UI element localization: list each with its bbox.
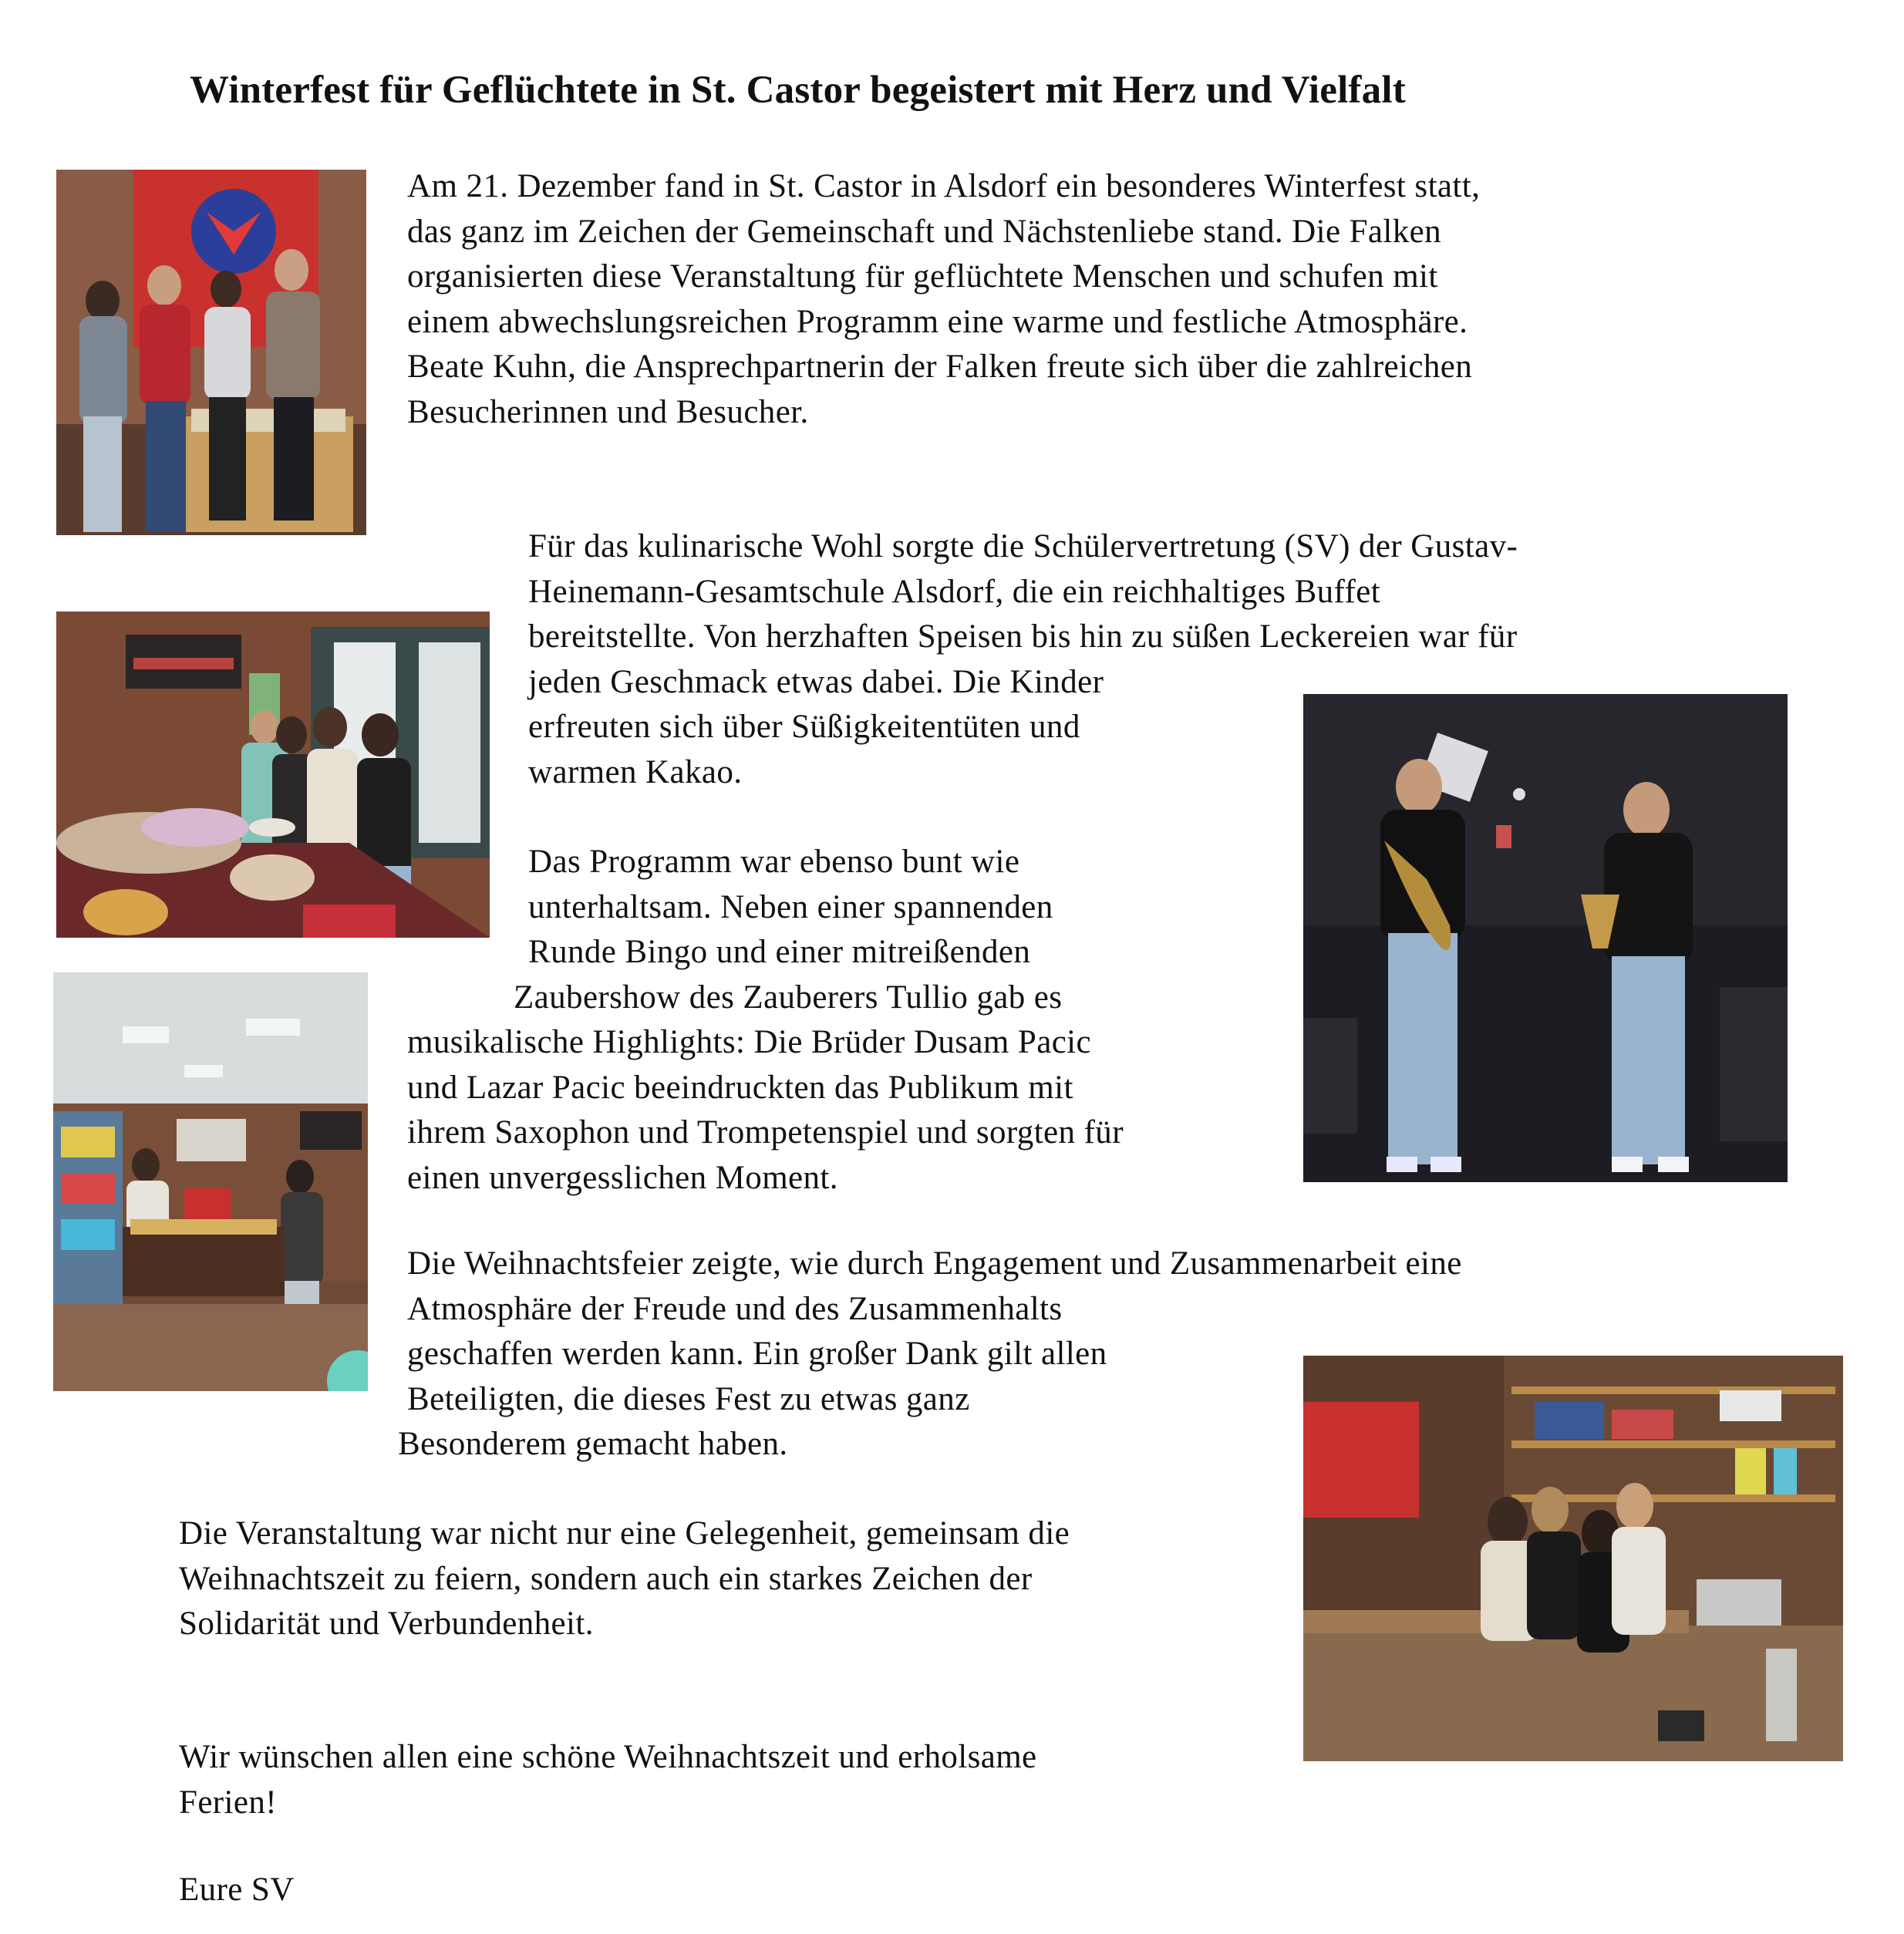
- signature: [179, 1868, 295, 1913]
- paragraph-intro: [407, 164, 1480, 435]
- text-line: jeden Geschmack etwas dabei. Die Kinder: [528, 663, 1104, 700]
- photo-room: [53, 972, 368, 1391]
- text-line: bereitstellte. Von herzhaften Speisen bis hin zu süßen Leckereien war für: [528, 618, 1518, 655]
- text-line: Besonderem gemacht haben.: [398, 1426, 788, 1462]
- text-line: Heinemann-Gesamtschule Alsdorf, die ein reichhaltiges Buffet: [528, 573, 1381, 610]
- text-line: Am 21. Dezember fand in St. Castor in Alsdorf ein besonderes Winterfest statt,: [407, 168, 1481, 204]
- photo-falken-team: [56, 170, 366, 535]
- text-line: geschaffen werden kann. Ein großer Dank gilt allen: [407, 1336, 1107, 1372]
- text-line: unterhaltsam. Neben einer spannenden: [528, 888, 1053, 925]
- paragraph-solidarity: [179, 1511, 1070, 1647]
- text-line: einem abwechslungsreichen Programm eine warme und festliche Atmosphäre.: [407, 303, 1468, 340]
- text-line: ihrem Saxophon und Trompetenspiel und sorgten für: [407, 1114, 1124, 1151]
- text-line: Weihnachtszeit zu feiern, sondern auch ein starkes Zeichen der: [179, 1560, 1033, 1597]
- text-line: Atmosphäre der Freude und des Zusammenhalts: [407, 1290, 1063, 1327]
- photo-buffet: [56, 612, 490, 938]
- text-line: und Lazar Pacic beeindruckten das Publikum mit: [407, 1069, 1073, 1106]
- photo-kitchen: [1303, 1356, 1843, 1761]
- text-line: Runde Bingo und einer mitreißenden: [528, 934, 1031, 970]
- text-line: Beteiligten, die dieses Fest zu etwas ganz: [407, 1380, 970, 1417]
- text-line: Ferien!: [179, 1784, 277, 1821]
- text-line: das ganz im Zeichen der Gemeinschaft und Nächstenliebe stand. Die Falken: [407, 213, 1442, 250]
- text-line: Die Veranstaltung war nicht nur eine Gelegenheit, gemeinsam die: [179, 1515, 1070, 1552]
- paragraph-wishes: [179, 1735, 1037, 1825]
- text-line: einen unvergesslichen Moment.: [407, 1159, 838, 1196]
- text-line: Eure SV: [179, 1872, 295, 1908]
- text-line: Solidarität und Verbundenheit.: [179, 1605, 594, 1642]
- text-line: Das Programm war ebenso bunt wie: [528, 844, 1020, 880]
- text-line: erfreuten sich über Süßigkeitentüten und: [528, 709, 1080, 745]
- photo-musicians: [1303, 694, 1788, 1182]
- text-line: Besucherinnen und Besucher.: [407, 393, 809, 430]
- text-line: Für das kulinarische Wohl sorgte die Schülervertretung (SV) der Gustav-: [528, 528, 1518, 564]
- paragraph-program: [407, 840, 1124, 1201]
- text-line: Zaubershow des Zauberers Tullio gab es: [514, 979, 1063, 1016]
- text-line: Die Weihnachtsfeier zeigte, wie durch Engagement und Zusammenarbeit eine: [407, 1245, 1462, 1282]
- text-line: musikalische Highlights: Die Brüder Dusam Pacic: [407, 1024, 1092, 1060]
- article-title: Winterfest für Geflüchtete in St. Castor begeistert mit Herz und Vielfalt: [190, 69, 1406, 112]
- text-line: Wir wünschen allen eine schöne Weihnachtszeit und erholsame: [179, 1739, 1037, 1775]
- text-line: organisierten diese Veranstaltung für geflüchtete Menschen und schufen mit: [407, 258, 1438, 295]
- text-line: Beate Kuhn, die Ansprechpartnerin der Falken freute sich über die zahlreichen: [407, 349, 1473, 385]
- text-line: warmen Kakao.: [528, 753, 743, 790]
